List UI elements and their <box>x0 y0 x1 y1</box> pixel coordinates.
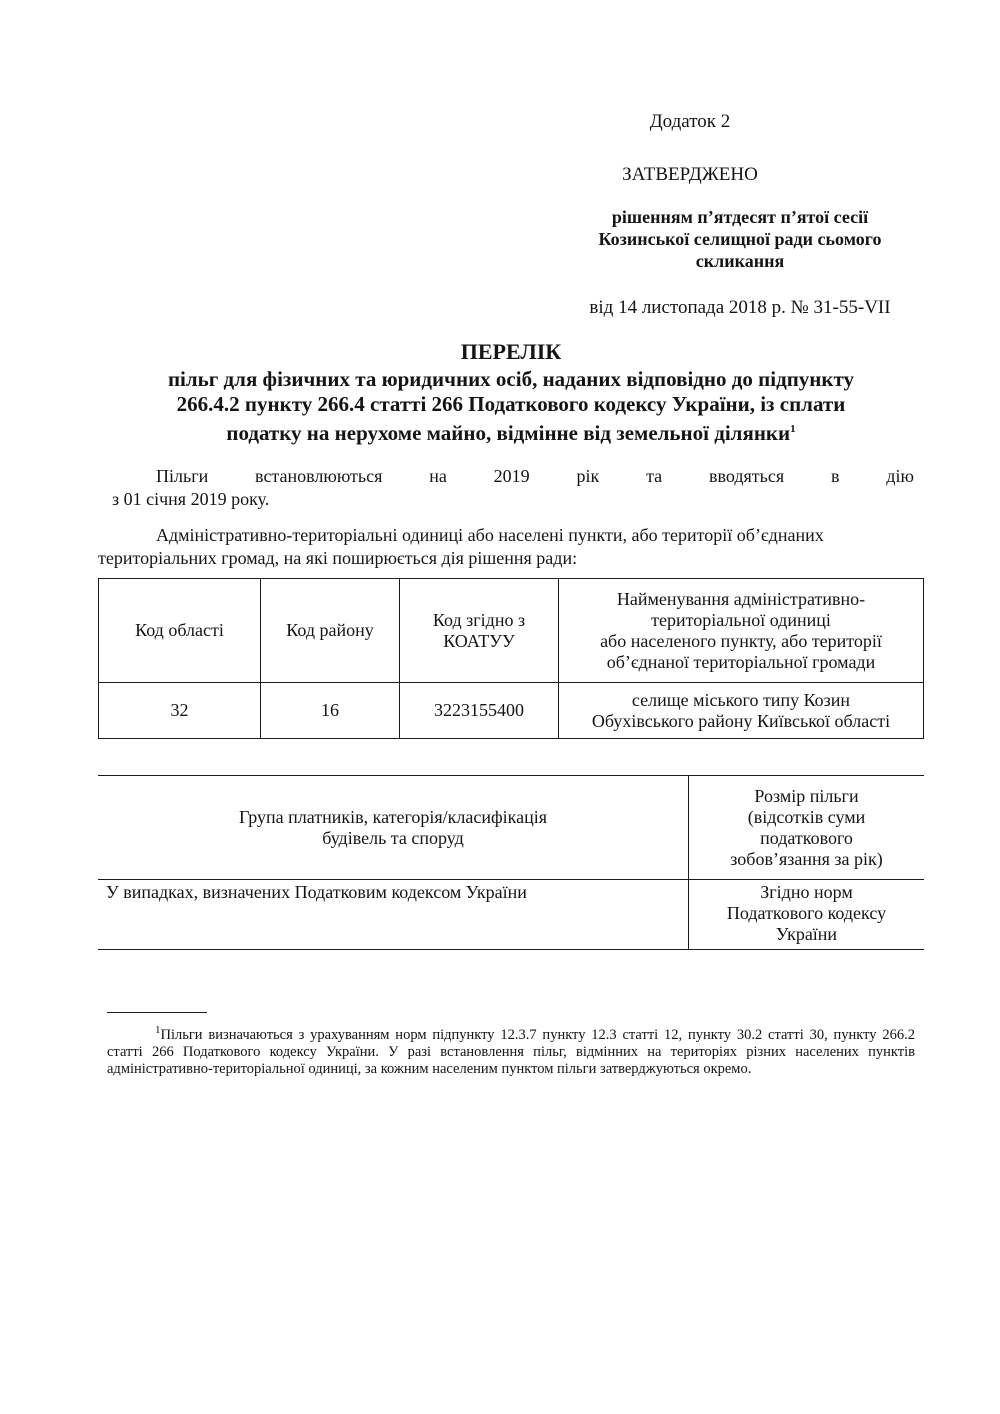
subtitle-line-1: пільг для фізичних та юридичних осіб, наданих відповідно до підпункту <box>167 367 855 391</box>
header-koatuu-line: Код згідно з <box>432 609 526 630</box>
intro-line-1 <box>98 466 924 487</box>
subtitle-line-3: податку на нерухоме майно, відмінне від земельної ділянки$^1$ <box>226 421 796 445</box>
intro-word: та <box>646 466 663 486</box>
decision-line-2: Козинської селищної ради сьомого <box>598 229 882 249</box>
intro-word: дію <box>886 466 914 486</box>
intro-word: в <box>830 466 840 486</box>
header-size-line: податкового <box>760 827 853 848</box>
header-size-line: зобов’язання за рік) <box>730 848 883 869</box>
header-district-code: Код району <box>261 579 400 683</box>
header-name-line: Найменування адміністративно- <box>616 588 866 609</box>
territory-table <box>98 578 924 739</box>
decision-text <box>540 206 940 272</box>
cell-name-line: Обухівського району Київської області <box>591 710 891 731</box>
header-name-line: об’єднаної територіальної громади <box>606 651 876 672</box>
cell-size-line: Згідно норм <box>760 882 853 902</box>
subtitle-line-2: 266.4.2 пункту 266.4 статті 266 Податкового кодексу України, із сплати <box>176 392 846 416</box>
footnote-body: Пільги визначаються з урахуванням норм підпункту 12.3.7 пункту 12.3 статті 12, пункту 30.2 статті 30, пункту 266.2 статті 266 Податкового кодексу України. У разі встановлення пільг, відмінних на територіях різних населених пунктів адміністративно-територіальної одиниці, за кожним населеним пунктом пільги затверджуються окремо. <box>107 1026 915 1077</box>
header-size-line: Розмір пільги <box>754 785 859 806</box>
document-title: ПЕРЕЛІК <box>460 339 562 364</box>
header-region-code: Код області <box>99 579 261 683</box>
cell-size-line: України <box>775 924 838 944</box>
table-header-row <box>99 579 924 683</box>
intro-word: на <box>429 466 447 486</box>
document-subtitle <box>98 367 924 446</box>
intro-word: 2019 <box>493 466 530 486</box>
table-header-row <box>98 776 924 880</box>
appendix-label: Додаток 2 <box>649 111 731 132</box>
footnote-text <box>107 1022 915 1078</box>
footnote-reference: 1 <box>790 423 796 435</box>
header-name-line: територіальної одиниці <box>651 609 831 630</box>
header-group-line: будівель та споруд <box>322 827 464 848</box>
header-koatuu <box>400 579 559 683</box>
header-name-line: або населеного пункту, або території <box>600 630 882 651</box>
table-row <box>98 880 924 950</box>
territory-intro-line-2: територіальних громад, на які поширюється дія рішення ради: <box>98 548 578 568</box>
header-benefit-size <box>689 776 925 880</box>
territory-intro-line-1: Адміністративно-територіальні одиниці або населені пункти, або території об’єднаних <box>156 525 824 545</box>
cell-koatuu: 3223155400 <box>400 683 559 739</box>
intro-line-2: з 01 січня 2019 року. <box>112 489 270 509</box>
intro-word: Пільги <box>156 466 209 486</box>
cell-unit-name <box>559 683 924 739</box>
header-size-line: (відсотків суми <box>747 806 866 827</box>
cell-payer-group: У випадках, визначених Податковим кодексом України <box>98 880 689 950</box>
footnote-separator <box>107 1012 207 1013</box>
cell-district-code: 16 <box>261 683 400 739</box>
intro-word: рік <box>576 466 600 486</box>
header-payer-group <box>98 776 689 880</box>
intro-word: вводяться <box>708 466 785 486</box>
cell-benefit-size <box>689 880 925 950</box>
decision-date: від 14 листопада 2018 р. № 31-55-VІІ <box>589 297 891 318</box>
benefits-table <box>98 775 924 950</box>
territory-intro <box>98 525 924 569</box>
decision-line-3: скликання <box>695 251 785 271</box>
header-unit-name <box>559 579 924 683</box>
decision-line-1: рішенням п’ятдесят п’ятої сесії <box>611 207 869 227</box>
intro-paragraph <box>98 466 924 510</box>
cell-region-code: 32 <box>99 683 261 739</box>
header-group-line: Група платників, категорія/класифікація <box>238 806 548 827</box>
table-row <box>99 683 924 739</box>
intro-word: встановлюються <box>255 466 383 486</box>
cell-size-line: Податкового кодексу <box>726 903 887 923</box>
approved-stamp-text: ЗАТВЕРДЖЕНО <box>622 164 758 185</box>
footnote-mark: 1 <box>155 1024 161 1036</box>
cell-name-line: селище міського типу Козин <box>631 689 851 710</box>
header-koatuu-line: КОАТУУ <box>443 630 515 651</box>
